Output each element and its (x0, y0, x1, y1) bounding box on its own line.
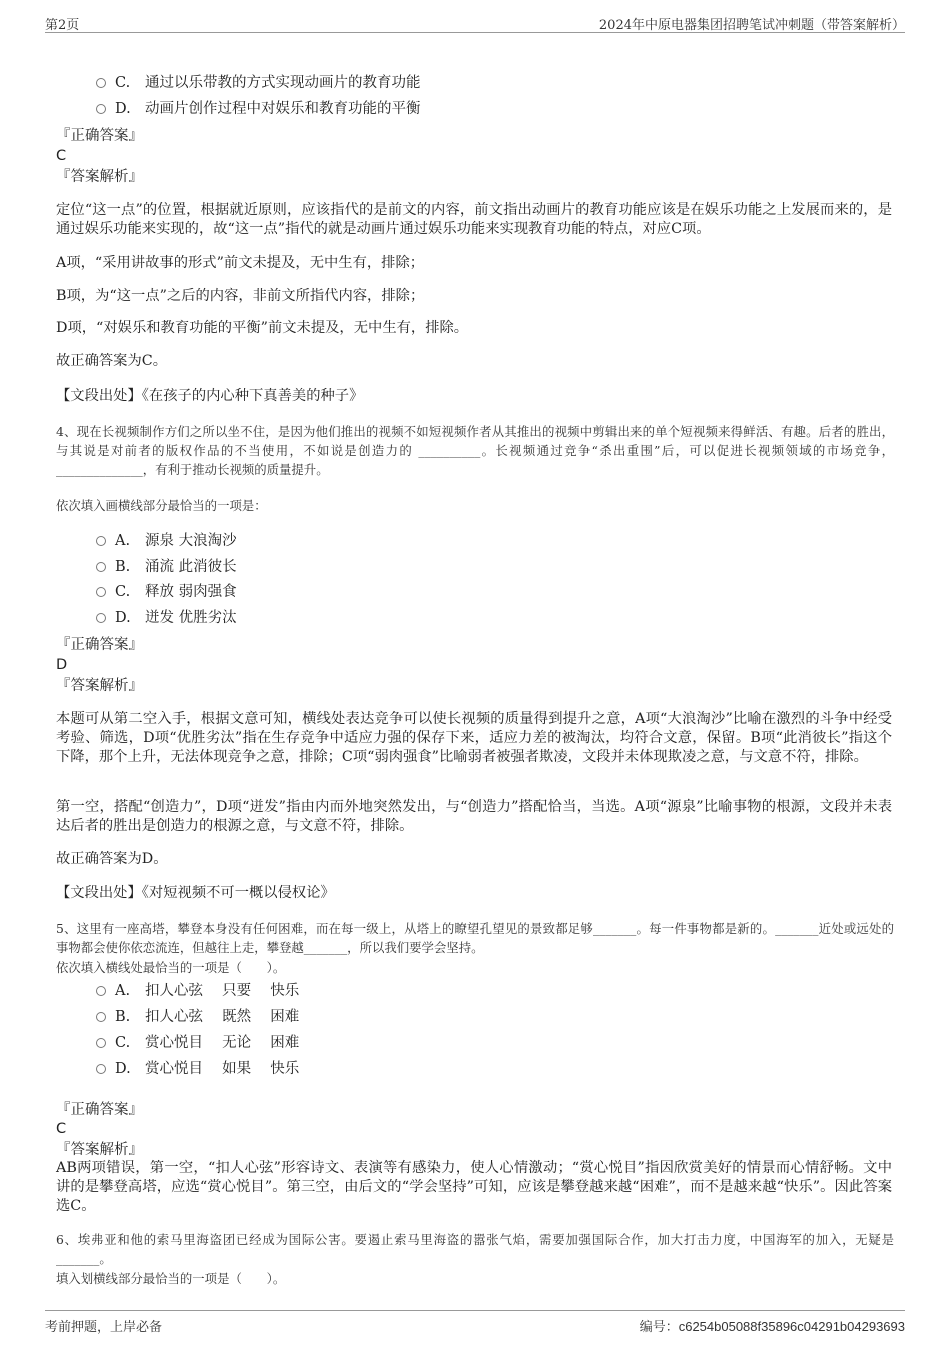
q3-answer-label: 『正确答案』 (56, 128, 143, 144)
q5-analysis-paragraph: AB两项错误，第一空，“扣人心弦”形容诗文、表演等有感染力，使人心情激动；“赏心悦目”指因欣赏美好的情景而心情舒畅。文中讲的是攀登高塔，应选“赏心悦目”。第三空，由后文的“学会坚持”可知，应该是攀登越来越“困难”，而不是越来越“快乐”。因此答案选C。 (56, 1160, 892, 1214)
page-header (45, 10, 905, 33)
radio-icon[interactable] (96, 1064, 106, 1074)
q4-answer: D (56, 657, 68, 673)
q4-answer-label: 『正确答案』 (56, 637, 143, 653)
radio-icon[interactable] (96, 1038, 106, 1048)
radio-icon[interactable] (96, 613, 106, 623)
q3-analysis-paragraph: B项，为“这一点”之后的内容，非前文所指代内容，排除； (56, 288, 425, 304)
radio-icon[interactable] (96, 536, 106, 546)
q3-option-d[interactable]: D. 动画片创作过程中对娱乐和教育功能的平衡 (96, 99, 421, 119)
q5-option-c[interactable]: C. 赏心悦目 无论 困难 (96, 1033, 299, 1053)
radio-icon[interactable] (96, 986, 106, 996)
radio-icon[interactable] (96, 562, 106, 572)
q3-answer: C (56, 148, 67, 164)
radio-icon[interactable] (96, 587, 106, 597)
q4-option-b[interactable]: B. 涌流 此消彼长 (96, 557, 237, 577)
q3-analysis-paragraph: 故正确答案为C。 (56, 353, 168, 369)
q4-stem: 4、现在长视频制作方们之所以坐不住，是因为他们推出的视频不如短视频作者从其推出的视频中剪辑出来的单个短视频来得鲜活、有趣。后者的胜出，与其说是对前者的版权作品的不当使用，不如说是创造力的 __________。长视频通过竞争“杀出重围”后，可以促进长视频领域的市场竞争，______________，有利于推动长视频的质量提升。 (56, 424, 894, 477)
q5-option-d[interactable]: D. 赏心悦目 如果 快乐 (96, 1059, 299, 1079)
q6-prompt: 填入划横线部分最恰当的一项是（ ）。 (56, 1271, 286, 1286)
document-code: 编号：c6254b05088f35896c04291b04293693 (639, 1319, 905, 1335)
q4-option-c[interactable]: C. 释放 弱肉强食 (96, 582, 237, 602)
q4-option-d[interactable]: D. 迸发 优胜劣汰 (96, 608, 237, 628)
q5-answer-label: 『正确答案』 (56, 1102, 143, 1118)
q3-analysis-paragraph: 定位“这一点”的位置，根据就近原则，应该指代的是前文的内容，前文指出动画片的教育功能应该是在娱乐功能之上发展而来的，是通过娱乐功能来实现的，故“这一点”指代的就是动画片通过娱乐功能来实现教育功能的特点，对应C项。 (56, 202, 892, 237)
q4-analysis-paragraph: 本题可从第二空入手，根据文意可知，横线处表达竞争可以使长视频的质量得到提升之意，A项“大浪淘沙”比喻在激烈的斗争中经受考验、筛选，D项“优胜劣汰”指在生存竞争中适应力强的保存下来，适应力差的被淘汰，均符合文意，保留。B项“此消彼长”指这个下降，那个上升，无法体现竞争之意，排除；C项“弱肉强食”比喻弱者被强者欺凌，文段并未体现欺凌之意，与文意不符，排除。 (56, 711, 892, 765)
radio-icon[interactable] (96, 104, 106, 114)
q4-source: 【文段出处】《对短视频不可一概以侵权论》 (56, 885, 335, 901)
q4-analysis-label: 『答案解析』 (56, 678, 143, 694)
q4-option-a[interactable]: A. 源泉 大浪淘沙 (96, 531, 237, 551)
q6-stem: 6、埃弗亚和他的索马里海盗团已经成为国际公害。要遏止索马里海盗的嚣张气焰，需要加强国际合作，加大打击力度，中国海军的加入，无疑是_______。 (56, 1232, 894, 1266)
q5-answer: C (56, 1121, 67, 1137)
footer-slogan: 考前押题，上岸必备 (45, 1320, 163, 1335)
q4-analysis-paragraph: 第一空，搭配“创造力”，D项“迸发”指由内而外地突然发出，与“创造力”搭配恰当，当选。A项“源泉”比喻事物的根源，文段并未表达后者的胜出是创造力的根源之意，与文意不符，排除。 (56, 799, 892, 834)
q3-source: 【文段出处】《在孩子的内心种下真善美的种子》 (56, 388, 364, 404)
q3-analysis-paragraph: A项，“采用讲故事的形式”前文未提及，无中生有，排除； (56, 255, 425, 271)
page-footer (45, 1310, 905, 1337)
q3-analysis-paragraph: D项，“对娱乐和教育功能的平衡”前文未提及，无中生有，排除。 (56, 320, 469, 336)
q5-option-a[interactable]: A. 扣人心弦 只要 快乐 (96, 981, 299, 1001)
q5-option-b[interactable]: B. 扣人心弦 既然 困难 (96, 1007, 299, 1027)
q5-prompt: 依次填入横线处最恰当的一项是（ ）。 (56, 960, 286, 975)
q3-option-c[interactable]: C. 通过以乐带教的方式实现动画片的教育功能 (96, 73, 421, 93)
page-number: 第2页 (45, 18, 80, 33)
q5-stem: 5、这里有一座高塔，攀登本身没有任何困难，而在每一级上，从塔上的瞭望孔望见的景致都足够_______。每一件事物都是新的。_______近处或远处的事物都会使你依恋流连，但越往上走，攀登越_______，所以我们要学会坚持。 (56, 921, 894, 955)
q4-prompt: 依次填入画横线部分最恰当的一项是： (56, 498, 267, 513)
q3-analysis-label: 『答案解析』 (56, 169, 143, 185)
document-title: 2024年中原电器集团招聘笔试冲刺题（带答案解析） (598, 18, 905, 33)
radio-icon[interactable] (96, 78, 106, 88)
q4-analysis-paragraph: 故正确答案为D。 (56, 851, 168, 867)
q5-analysis-label: 『答案解析』 (56, 1142, 143, 1158)
radio-icon[interactable] (96, 1012, 106, 1022)
